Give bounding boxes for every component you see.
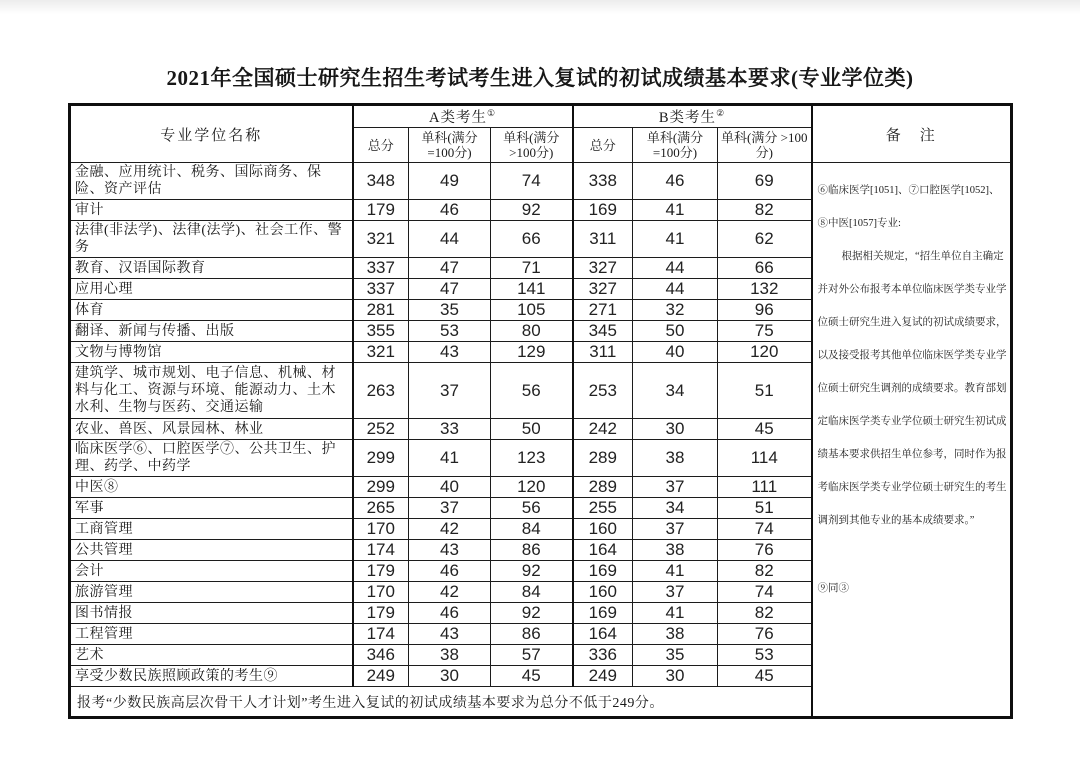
- remark-line: 位硕士研究生调剂的成绩要求。教育部划: [817, 383, 1007, 394]
- b-score-cell-single100: 34: [633, 363, 718, 419]
- a-score-cell-total: 263: [353, 363, 409, 419]
- a-score-cell-singlegt100: 92: [491, 561, 573, 582]
- b-score-cell-total: 169: [573, 603, 633, 624]
- b-score-cell-total: 160: [573, 582, 633, 603]
- a-score-cell-singlegt100: 56: [491, 498, 573, 519]
- b-score-cell-singlegt100: 74: [718, 519, 812, 540]
- b-score-cell-total: 253: [573, 363, 633, 419]
- a-score-cell-singlegt100: 84: [491, 582, 573, 603]
- group-a-label: A类考生: [428, 110, 487, 126]
- a-score-cell-single100: 42: [409, 519, 491, 540]
- b-score-cell-total: 249: [573, 666, 633, 687]
- a-score-cell-singlegt100: 129: [491, 342, 573, 363]
- degree-name-cell: 教育、汉语国际教育: [70, 258, 353, 279]
- degree-name-cell: 工商管理: [70, 519, 353, 540]
- b-score-cell-singlegt100: 51: [718, 363, 812, 419]
- a-score-cell-total: 249: [353, 666, 409, 687]
- header-remarks: 备 注: [812, 105, 1012, 163]
- footer-note-cell: 报考“少数民族高层次骨干人才计划”考生进入复试的初试成绩基本要求为总分不低于249分。: [70, 687, 812, 718]
- header-group-a: [353, 105, 573, 128]
- a-score-cell-total: 321: [353, 342, 409, 363]
- degree-name-cell: 农业、兽医、风景园林、林业: [70, 419, 353, 440]
- a-score-cell-total: 299: [353, 477, 409, 498]
- degree-name-cell: 享受少数民族照顾政策的考生⑨: [70, 666, 353, 687]
- a-score-cell-total: 179: [353, 200, 409, 221]
- b-score-cell-singlegt100: 69: [718, 163, 812, 200]
- b-score-cell-singlegt100: 132: [718, 279, 812, 300]
- b-score-cell-singlegt100: 45: [718, 419, 812, 440]
- b-score-cell-total: 345: [573, 321, 633, 342]
- a-score-cell-total: 265: [353, 498, 409, 519]
- a-score-cell-singlegt100: 120: [491, 477, 573, 498]
- score-table: [68, 103, 1013, 719]
- a-score-cell-singlegt100: 80: [491, 321, 573, 342]
- a-score-cell-single100: 46: [409, 603, 491, 624]
- a-score-cell-singlegt100: 74: [491, 163, 573, 200]
- b-score-cell-singlegt100: 114: [718, 440, 812, 477]
- b-score-cell-single100: 32: [633, 300, 718, 321]
- remark-line: 并对外公布报考本单位临床医学类专业学: [817, 284, 1007, 295]
- degree-name-cell: 审计: [70, 200, 353, 221]
- a-score-cell-singlegt100: 84: [491, 519, 573, 540]
- b-score-cell-single100: 38: [633, 540, 718, 561]
- remark-line: 以及接受报考其他单位临床医学类专业学: [817, 350, 1007, 361]
- b-score-cell-singlegt100: 62: [718, 221, 812, 258]
- b-score-cell-total: 164: [573, 540, 633, 561]
- a-score-cell-single100: 33: [409, 419, 491, 440]
- degree-name-cell: 应用心理: [70, 279, 353, 300]
- a-score-cell-single100: 37: [409, 363, 491, 419]
- degree-name-cell: 旅游管理: [70, 582, 353, 603]
- a-score-cell-singlegt100: 141: [491, 279, 573, 300]
- a-score-cell-single100: 47: [409, 258, 491, 279]
- a-score-cell-singlegt100: 92: [491, 603, 573, 624]
- a-score-cell-total: 252: [353, 419, 409, 440]
- a-score-cell-single100: 38: [409, 645, 491, 666]
- a-score-cell-singlegt100: 105: [491, 300, 573, 321]
- b-score-cell-single100: 44: [633, 258, 718, 279]
- degree-name-cell: 建筑学、城市规划、电子信息、机械、材料与化工、资源与环境、能源动力、土木水利、生物与医药、交通运输: [70, 363, 353, 419]
- b-score-cell-singlegt100: 82: [718, 200, 812, 221]
- a-score-cell-total: 346: [353, 645, 409, 666]
- header-degree-name: 专业学位名称: [70, 105, 353, 163]
- b-score-cell-singlegt100: 120: [718, 342, 812, 363]
- header-a-total: 总分: [353, 128, 409, 163]
- b-score-cell-total: 311: [573, 221, 633, 258]
- b-score-cell-single100: 37: [633, 582, 718, 603]
- b-score-cell-singlegt100: 45: [718, 666, 812, 687]
- a-score-cell-total: 337: [353, 279, 409, 300]
- a-score-cell-total: 179: [353, 603, 409, 624]
- degree-name-cell: 文物与博物馆: [70, 342, 353, 363]
- a-score-cell-total: 174: [353, 540, 409, 561]
- a-score-cell-single100: 43: [409, 342, 491, 363]
- b-score-cell-single100: 38: [633, 440, 718, 477]
- b-score-cell-total: 255: [573, 498, 633, 519]
- b-score-cell-single100: 40: [633, 342, 718, 363]
- b-score-cell-single100: 41: [633, 200, 718, 221]
- a-score-cell-total: 170: [353, 582, 409, 603]
- a-score-cell-single100: 46: [409, 561, 491, 582]
- b-score-cell-single100: 41: [633, 221, 718, 258]
- b-score-cell-singlegt100: 66: [718, 258, 812, 279]
- a-score-cell-singlegt100: 50: [491, 419, 573, 440]
- header-b-total: 总分: [573, 128, 633, 163]
- b-score-cell-single100: 30: [633, 419, 718, 440]
- b-score-cell-total: 311: [573, 342, 633, 363]
- b-score-cell-single100: 41: [633, 603, 718, 624]
- a-score-cell-total: 281: [353, 300, 409, 321]
- a-score-cell-singlegt100: 86: [491, 540, 573, 561]
- degree-name-cell: 工程管理: [70, 624, 353, 645]
- b-score-cell-singlegt100: 76: [718, 540, 812, 561]
- b-score-cell-total: 327: [573, 279, 633, 300]
- b-score-cell-total: 338: [573, 163, 633, 200]
- b-score-cell-total: 327: [573, 258, 633, 279]
- b-score-cell-total: 160: [573, 519, 633, 540]
- remark-line: 绩基本要求供招生单位参考，同时作为报: [817, 449, 1007, 460]
- remark-line: 位硕士研究生进入复试的初试成绩要求，: [817, 317, 1007, 328]
- a-score-cell-single100: 43: [409, 624, 491, 645]
- b-score-cell-single100: 44: [633, 279, 718, 300]
- b-score-cell-single100: 41: [633, 561, 718, 582]
- b-score-cell-total: 164: [573, 624, 633, 645]
- a-score-cell-single100: 47: [409, 279, 491, 300]
- remark-line: 调剂到其他专业的基本成绩要求。”: [817, 515, 975, 526]
- a-score-cell-single100: 43: [409, 540, 491, 561]
- a-score-cell-total: 321: [353, 221, 409, 258]
- a-score-cell-total: 174: [353, 624, 409, 645]
- degree-name-cell: 会计: [70, 561, 353, 582]
- b-score-cell-single100: 38: [633, 624, 718, 645]
- b-score-cell-single100: 34: [633, 498, 718, 519]
- remark-line: ⑧中医[1057]专业:: [817, 218, 901, 229]
- a-score-cell-singlegt100: 45: [491, 666, 573, 687]
- a-score-cell-single100: 35: [409, 300, 491, 321]
- remark-line: ⑥临床医学[1051]、⑦口腔医学[1052]、: [817, 185, 1000, 196]
- header-a-single-100: 单科(满分 =100分): [409, 128, 491, 163]
- header-b-single-gt100: 单科(满分 >100分): [718, 128, 812, 163]
- group-a-footnote-mark: ①: [486, 108, 497, 119]
- degree-name-cell: 临床医学⑥、口腔医学⑦、公共卫生、护理、药学、中药学: [70, 440, 353, 477]
- remark-line: 根据相关规定，“招生单位自主确定: [841, 251, 1004, 262]
- a-score-cell-total: 179: [353, 561, 409, 582]
- b-score-cell-single100: 35: [633, 645, 718, 666]
- a-score-cell-single100: 44: [409, 221, 491, 258]
- a-score-cell-singlegt100: 56: [491, 363, 573, 419]
- degree-name-cell: 公共管理: [70, 540, 353, 561]
- a-score-cell-total: 355: [353, 321, 409, 342]
- b-score-cell-total: 169: [573, 561, 633, 582]
- a-score-cell-single100: 49: [409, 163, 491, 200]
- a-score-cell-total: 348: [353, 163, 409, 200]
- a-score-cell-singlegt100: 57: [491, 645, 573, 666]
- b-score-cell-total: 242: [573, 419, 633, 440]
- a-score-cell-singlegt100: 86: [491, 624, 573, 645]
- page-title: 2021年全国硕士研究生招生考试考生进入复试的初试成绩基本要求(专业学位类): [166, 66, 914, 90]
- degree-name-cell: 图书情报: [70, 603, 353, 624]
- a-score-cell-single100: 53: [409, 321, 491, 342]
- b-score-cell-singlegt100: 96: [718, 300, 812, 321]
- b-score-cell-single100: 50: [633, 321, 718, 342]
- a-score-cell-singlegt100: 92: [491, 200, 573, 221]
- a-score-cell-single100: 46: [409, 200, 491, 221]
- a-score-cell-single100: 37: [409, 498, 491, 519]
- degree-name-cell: 军事: [70, 498, 353, 519]
- a-score-cell-single100: 30: [409, 666, 491, 687]
- table-row: [70, 163, 1012, 200]
- a-score-cell-singlegt100: 71: [491, 258, 573, 279]
- b-score-cell-total: 289: [573, 477, 633, 498]
- a-score-cell-total: 170: [353, 519, 409, 540]
- b-score-cell-singlegt100: 76: [718, 624, 812, 645]
- a-score-cell-total: 299: [353, 440, 409, 477]
- group-b-footnote-mark: ②: [716, 108, 726, 119]
- degree-name-cell: 中医⑧: [70, 477, 353, 498]
- b-score-cell-total: 169: [573, 200, 633, 221]
- header-b-single-100: 单科(满分 =100分): [633, 128, 718, 163]
- a-score-cell-single100: 42: [409, 582, 491, 603]
- degree-name-cell: 艺术: [70, 645, 353, 666]
- b-score-cell-singlegt100: 82: [718, 561, 812, 582]
- b-score-cell-total: 336: [573, 645, 633, 666]
- b-score-cell-singlegt100: 111: [718, 477, 812, 498]
- b-score-cell-singlegt100: 51: [718, 498, 812, 519]
- b-score-cell-total: 289: [573, 440, 633, 477]
- degree-name-cell: 金融、应用统计、税务、国际商务、保险、资产评估: [70, 163, 353, 200]
- b-score-cell-singlegt100: 53: [718, 645, 812, 666]
- b-score-cell-total: 271: [573, 300, 633, 321]
- b-score-cell-single100: 30: [633, 666, 718, 687]
- a-score-cell-single100: 41: [409, 440, 491, 477]
- b-score-cell-singlegt100: 82: [718, 603, 812, 624]
- header-a-single-gt100: 单科(满分 >100分): [491, 128, 573, 163]
- group-b-label: B类考生: [658, 110, 717, 126]
- b-score-cell-singlegt100: 74: [718, 582, 812, 603]
- degree-name-cell: 翻译、新闻与传播、出版: [70, 321, 353, 342]
- remark-line: 考临床医学类专业学位硕士研究生的考生: [817, 482, 1007, 493]
- degree-name-cell: 法律(非法学)、法律(法学)、社会工作、警务: [70, 221, 353, 258]
- degree-name-cell: 体育: [70, 300, 353, 321]
- a-score-cell-singlegt100: 66: [491, 221, 573, 258]
- b-score-cell-single100: 37: [633, 519, 718, 540]
- remarks-cell: [812, 163, 1012, 718]
- header-group-b: [573, 105, 812, 128]
- a-score-cell-total: 337: [353, 258, 409, 279]
- header-group-row: [70, 105, 1012, 128]
- remark-line: ⑨同③: [817, 583, 850, 594]
- b-score-cell-singlegt100: 75: [718, 321, 812, 342]
- a-score-cell-singlegt100: 123: [491, 440, 573, 477]
- b-score-cell-single100: 46: [633, 163, 718, 200]
- a-score-cell-single100: 40: [409, 477, 491, 498]
- b-score-cell-single100: 37: [633, 477, 718, 498]
- remark-line: 定临床医学类专业学位硕士研究生初试成: [817, 416, 1007, 427]
